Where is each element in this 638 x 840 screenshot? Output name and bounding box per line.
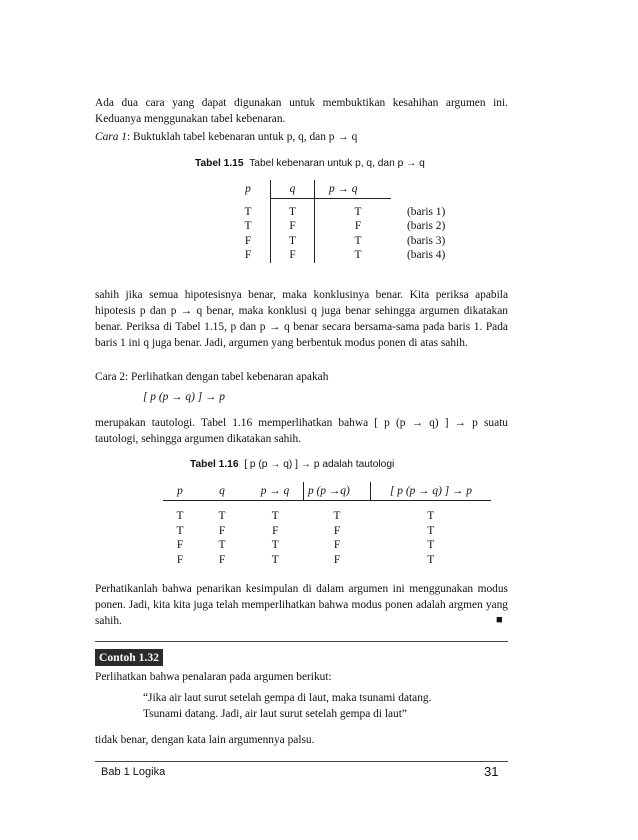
table-cell: T — [315, 234, 392, 249]
table-cell: T — [271, 553, 279, 566]
row-note: (baris 3) — [407, 234, 446, 247]
row-note: (baris 2) — [407, 220, 446, 232]
table-cell: T — [427, 510, 435, 522]
table-cell: F — [333, 553, 341, 566]
table-cell: F — [244, 249, 252, 261]
table-cell: T — [271, 510, 279, 522]
table-row — [163, 538, 491, 553]
table-header-cell: p — [245, 183, 251, 196]
table-cell: F — [244, 234, 252, 247]
table-cell: F — [176, 553, 184, 566]
row-note: (baris 4) — [407, 249, 446, 261]
method-1-text: : Buktuklah tabel kebenaran untuk p, q, dan p → q — [126, 131, 358, 143]
explanation-paragraph: sahih jika semua hipotesisnya benar, maka konklusinya benar. Kita periksa apabila hipotesis p dan p → q benar, maka konklusi q juga benar sehingga argumen dikatakan benar. Periksa di Tabel 1.15, p dan p → q benar secara bersama-sama pada baris 1. Pada baris 1 ini q juga benar. Jadi, argumen yang berbentuk modus ponen di atas sahih. — [95, 289, 508, 349]
table-header-cell: [ p (p → q) ] → p — [390, 485, 472, 497]
example-quote-line-1: “Jika air laut surut setelah gempa di laut, maka tsunami datang. — [143, 692, 432, 704]
section-divider — [95, 641, 508, 642]
table-header-cell: p (p →q) — [304, 482, 371, 501]
table-cell: T — [176, 524, 184, 537]
table-row — [226, 205, 451, 220]
page-number: 31 — [484, 764, 499, 779]
method-1-line — [95, 129, 508, 145]
end-of-proof-icon: ■ — [496, 614, 503, 626]
table-1-15-caption — [195, 158, 425, 169]
table-header-cell: p → q — [315, 180, 392, 199]
example-label: Contoh 1.32 — [95, 649, 163, 666]
table-cell: T — [218, 539, 226, 551]
table-cell: F — [271, 248, 315, 263]
table-cell: T — [315, 205, 392, 220]
table-cell: T — [427, 539, 435, 551]
table-header-cell: q — [271, 180, 315, 199]
table-cell: T — [271, 234, 315, 249]
table-cell: T — [427, 524, 435, 537]
table-1-15-caption-text: Tabel kebenaran untuk p, q, dan p → q — [249, 158, 425, 169]
conclusion-text: Perhatikanlah bahwa penarikan kesimpulan di dalam argumen ini menggunakan modus ponen. Jadi, kita kita juga telah memperlihatkan bahwa modus ponen adalah argmen yang sahih. — [95, 583, 508, 627]
formula: [ p (p → q) ] → p — [143, 391, 225, 403]
table-cell: T — [333, 510, 341, 522]
table-cell: T — [271, 205, 315, 220]
footer-divider — [95, 761, 508, 762]
table-1-16-caption-text: [ p (p → q) ] → p adalah tautologi — [244, 459, 395, 470]
example-quote-line-2: Tsunami datang. Jadi, air laut surut setelah gempa di laut” — [143, 708, 407, 720]
table-row — [226, 248, 451, 263]
table-header-row — [163, 482, 491, 501]
table-cell: F — [218, 553, 226, 566]
table-row — [226, 234, 451, 249]
method-1-label: Cara 1 — [95, 131, 127, 143]
table-row — [163, 553, 491, 568]
method-2-line: Cara 2: Perlihatkan dengan tabel kebenaran apakah — [95, 371, 329, 383]
table-header-cell: p — [177, 485, 183, 497]
table-row — [163, 524, 491, 539]
table-1-16-caption — [190, 459, 394, 470]
table-row — [163, 509, 491, 524]
table-cell: F — [218, 524, 226, 537]
table-cell: T — [176, 510, 184, 522]
intro-paragraph: Ada dua cara yang dapat digunakan untuk membuktikan kesahihan argumen ini. Keduanya menggunakan tabel kebenaran. — [95, 97, 508, 125]
table-header-cell: q — [219, 485, 225, 497]
footer-chapter: Bab 1 Logika — [101, 766, 166, 778]
row-note: (baris 1) — [407, 205, 446, 218]
table-cell: T — [244, 220, 252, 232]
table-cell: F — [271, 219, 315, 234]
table-1-15 — [226, 180, 451, 263]
table-cell: F — [176, 539, 184, 551]
table-cell: F — [333, 524, 341, 537]
table-header-row — [226, 180, 451, 199]
example-intro: Perlihatkan bahwa penalaran pada argumen berikut: — [95, 671, 332, 683]
table-cell: F — [333, 539, 341, 551]
table-cell: T — [427, 553, 435, 566]
example-closing: tidak benar, dengan kata lain argumennya palsu. — [95, 734, 315, 746]
table-cell: F — [272, 524, 279, 537]
table-header-cell: p → q — [260, 485, 290, 497]
table-cell: T — [315, 248, 392, 263]
table-1-16 — [163, 482, 491, 567]
table-1-16-number: Tabel 1.16 — [190, 459, 239, 470]
table-row — [226, 219, 451, 234]
table-1-15-number: Tabel 1.15 — [195, 158, 244, 169]
conclusion-paragraph — [95, 581, 508, 629]
table-cell: F — [315, 219, 392, 234]
table-cell: T — [218, 510, 226, 522]
table-cell: T — [244, 205, 252, 218]
table-cell: T — [271, 539, 279, 551]
tautology-paragraph: merupakan tautologi. Tabel 1.16 memperlihatkan bahwa [ p (p → q) ] → p suatu tautologi, sehingga argumen dikatakan sahih. — [95, 417, 508, 445]
